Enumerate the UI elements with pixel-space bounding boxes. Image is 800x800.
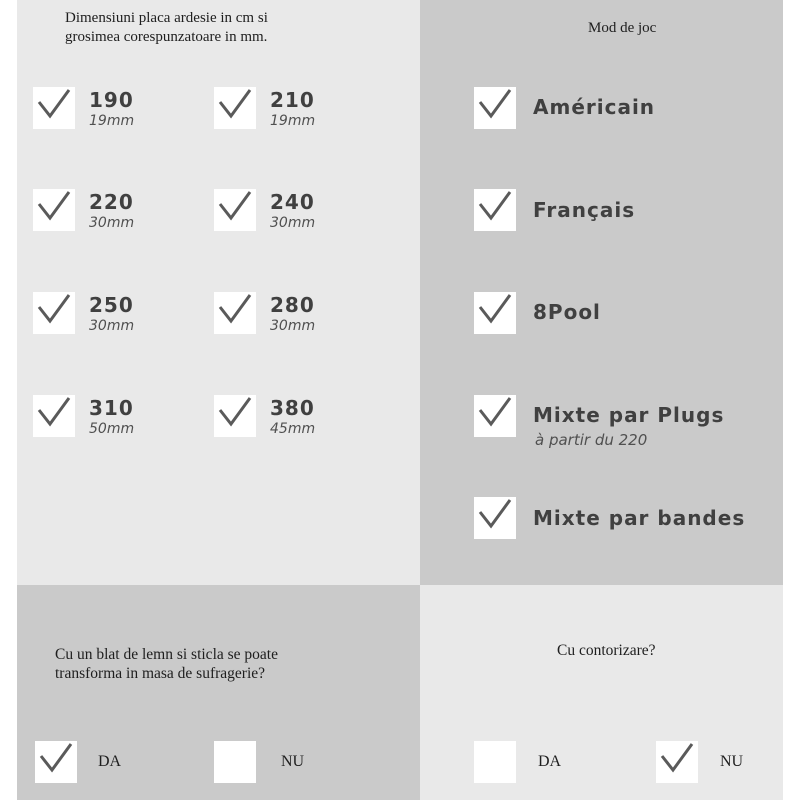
mode-plugs-label: Mixte par Plugs xyxy=(533,403,725,427)
mode-francais-checkbox[interactable] xyxy=(474,189,516,231)
size-220-thickness: 30mm xyxy=(89,215,135,231)
size-250-thickness: 30mm xyxy=(89,318,135,334)
size-280-checkbox[interactable] xyxy=(214,292,256,334)
size-380-label: 380 xyxy=(270,396,315,420)
size-280-thickness: 30mm xyxy=(270,318,316,334)
check-icon xyxy=(474,284,516,334)
counter-panel xyxy=(420,585,783,800)
size-240-checkbox[interactable] xyxy=(214,189,256,231)
dining-table-panel xyxy=(17,585,420,800)
check-icon xyxy=(474,79,516,129)
counter-yes-checkbox[interactable] xyxy=(474,741,516,783)
counter-no-label: NU xyxy=(720,753,744,770)
check-icon xyxy=(214,284,256,334)
size-280-label: 280 xyxy=(270,293,315,317)
game-mode-panel xyxy=(420,0,783,585)
mode-bandes-checkbox[interactable] xyxy=(474,497,516,539)
size-220-checkbox[interactable] xyxy=(33,189,75,231)
mode-plugs-note: à partir du 220 xyxy=(535,431,648,449)
sizes-title: Dimensiuni placa ardesie in cm si grosimea corespunzatoare in mm. xyxy=(65,10,268,45)
size-190-label: 190 xyxy=(89,88,134,112)
size-190-thickness: 19mm xyxy=(89,113,135,129)
check-icon xyxy=(33,79,75,129)
dining-yes-checkbox[interactable] xyxy=(35,741,77,783)
counter-question: Cu contorizare? xyxy=(557,642,656,659)
check-icon xyxy=(474,181,516,231)
size-220-label: 220 xyxy=(89,190,134,214)
check-icon xyxy=(33,284,75,334)
size-250-checkbox[interactable] xyxy=(33,292,75,334)
check-icon xyxy=(35,733,77,783)
check-icon xyxy=(214,79,256,129)
mode-francais-label: Français xyxy=(533,198,636,222)
counter-yes-label: DA xyxy=(538,753,562,770)
check-icon xyxy=(656,733,698,783)
size-250-label: 250 xyxy=(89,293,134,317)
size-310-thickness: 50mm xyxy=(89,421,135,437)
size-190-checkbox[interactable] xyxy=(33,87,75,129)
mode-8pool-label: 8Pool xyxy=(533,300,601,324)
dining-no-checkbox[interactable] xyxy=(214,741,256,783)
size-210-label: 210 xyxy=(270,88,315,112)
mode-plugs-checkbox[interactable] xyxy=(474,395,516,437)
check-icon xyxy=(474,387,516,437)
mode-americain-label: Américain xyxy=(533,95,656,119)
size-380-thickness: 45mm xyxy=(270,421,316,437)
modes-title: Mod de joc xyxy=(588,20,657,36)
check-icon xyxy=(474,489,516,539)
mode-americain-checkbox[interactable] xyxy=(474,87,516,129)
size-310-checkbox[interactable] xyxy=(33,395,75,437)
size-380-checkbox[interactable] xyxy=(214,395,256,437)
counter-no-checkbox[interactable] xyxy=(656,741,698,783)
dining-table-question: Cu un blat de lemn si sticla se poate transforma in masa de sufragerie? xyxy=(55,646,278,682)
dining-no-label: NU xyxy=(281,753,305,770)
check-icon xyxy=(214,387,256,437)
mode-8pool-checkbox[interactable] xyxy=(474,292,516,334)
check-icon xyxy=(214,181,256,231)
check-icon xyxy=(33,181,75,231)
size-240-label: 240 xyxy=(270,190,315,214)
dining-yes-label: DA xyxy=(98,753,122,770)
size-310-label: 310 xyxy=(89,396,134,420)
mode-bandes-label: Mixte par bandes xyxy=(533,506,746,530)
size-210-thickness: 19mm xyxy=(270,113,316,129)
size-210-checkbox[interactable] xyxy=(214,87,256,129)
size-240-thickness: 30mm xyxy=(270,215,316,231)
slate-sizes-panel xyxy=(17,0,420,585)
check-icon xyxy=(33,387,75,437)
